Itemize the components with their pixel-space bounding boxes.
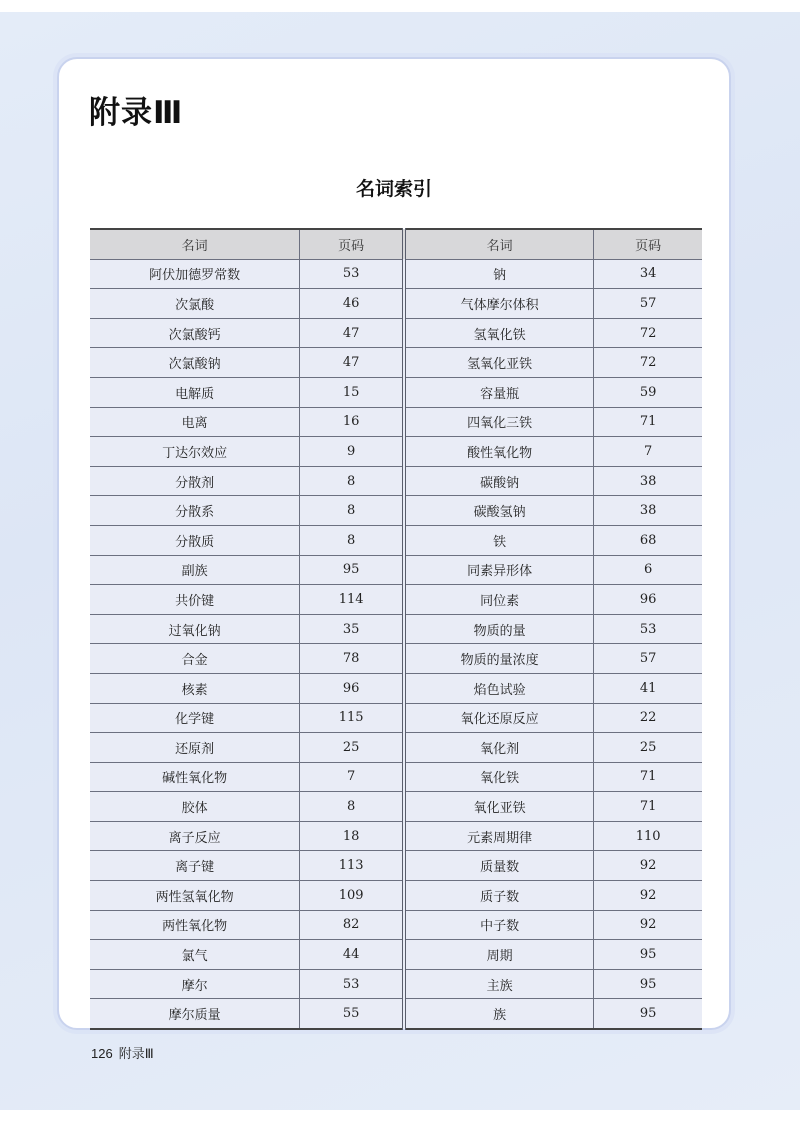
cell-term-right: 气体摩尔体积 (404, 289, 594, 319)
cell-term-left: 次氯酸钙 (90, 318, 300, 348)
cell-term-right: 焰色试验 (404, 673, 594, 703)
table-row (90, 259, 702, 289)
table-row (90, 466, 702, 496)
cell-term-right: 容量瓶 (404, 377, 594, 407)
cell-page-left: 35 (300, 614, 404, 644)
cell-page-right: 57 (594, 289, 702, 319)
cell-term-left: 还原剂 (90, 733, 300, 763)
cell-page-right: 92 (594, 910, 702, 940)
index-table-wrapper (90, 228, 702, 1030)
cell-page-left: 8 (300, 496, 404, 526)
cell-page-left: 18 (300, 821, 404, 851)
cell-term-left: 分散质 (90, 525, 300, 555)
cell-page-left: 115 (300, 703, 404, 733)
cell-term-right: 氢氧化铁 (404, 318, 594, 348)
cell-page-right: 38 (594, 496, 702, 526)
cell-page-right: 7 (594, 437, 702, 467)
cell-term-right: 物质的量浓度 (404, 644, 594, 674)
cell-page-left: 47 (300, 318, 404, 348)
cell-term-right: 族 (404, 999, 594, 1029)
cell-page-right: 72 (594, 318, 702, 348)
cell-term-right: 四氧化三铁 (404, 407, 594, 437)
table-row (90, 525, 702, 555)
table-row (90, 999, 702, 1029)
cell-page-left: 25 (300, 733, 404, 763)
index-title: 名词索引 (355, 178, 432, 200)
cell-term-left: 两性氧化物 (90, 910, 300, 940)
cell-term-right: 碳酸钠 (404, 466, 594, 496)
cell-page-right: 22 (594, 703, 702, 733)
cell-term-left: 合金 (90, 644, 300, 674)
cell-term-left: 离子反应 (90, 821, 300, 851)
table-row (90, 585, 702, 615)
cell-term-left: 过氧化钠 (90, 614, 300, 644)
cell-term-right: 质子数 (404, 881, 594, 911)
cell-page-right: 53 (594, 614, 702, 644)
cell-term-right: 周期 (404, 940, 594, 970)
cell-term-right: 氧化还原反应 (404, 703, 594, 733)
cell-page-left: 16 (300, 407, 404, 437)
cell-page-left: 47 (300, 348, 404, 378)
cell-term-left: 胶体 (90, 792, 300, 822)
index-table (90, 228, 702, 1030)
cell-page-right: 59 (594, 377, 702, 407)
cell-page-right: 34 (594, 259, 702, 289)
cell-page-left: 8 (300, 525, 404, 555)
cell-page-left: 95 (300, 555, 404, 585)
cell-page-right: 110 (594, 821, 702, 851)
cell-page-right: 6 (594, 555, 702, 585)
cell-page-right: 92 (594, 851, 702, 881)
cell-term-left: 摩尔 (90, 969, 300, 999)
cell-page-left: 8 (300, 466, 404, 496)
table-row (90, 407, 702, 437)
cell-term-left: 离子键 (90, 851, 300, 881)
cell-page-left: 44 (300, 940, 404, 970)
cell-page-left: 78 (300, 644, 404, 674)
table-row (90, 940, 702, 970)
cell-page-left: 55 (300, 999, 404, 1029)
table-row (90, 437, 702, 467)
cell-term-right: 碳酸氢钠 (404, 496, 594, 526)
cell-term-left: 碱性氧化物 (90, 762, 300, 792)
cell-page-left: 7 (300, 762, 404, 792)
table-row (90, 377, 702, 407)
table-header-row (90, 229, 702, 259)
header-term-left: 名词 (90, 229, 300, 259)
cell-term-left: 丁达尔效应 (90, 437, 300, 467)
cell-page-right: 38 (594, 466, 702, 496)
table-row (90, 348, 702, 378)
cell-term-left: 副族 (90, 555, 300, 585)
table-row (90, 555, 702, 585)
cell-page-left: 9 (300, 437, 404, 467)
header-page-right: 页码 (594, 229, 702, 259)
cell-page-right: 25 (594, 733, 702, 763)
cell-page-right: 95 (594, 999, 702, 1029)
page-number: 126 (91, 1046, 113, 1061)
cell-page-right: 71 (594, 792, 702, 822)
bottom-band (0, 1110, 800, 1122)
table-row (90, 496, 702, 526)
cell-page-left: 53 (300, 259, 404, 289)
cell-term-right: 同素异形体 (404, 555, 594, 585)
cell-page-right: 96 (594, 585, 702, 615)
table-row (90, 614, 702, 644)
page-footer (91, 1043, 154, 1062)
table-row (90, 821, 702, 851)
cell-page-right: 95 (594, 969, 702, 999)
cell-term-right: 钠 (404, 259, 594, 289)
cell-term-left: 分散系 (90, 496, 300, 526)
cell-page-right: 71 (594, 407, 702, 437)
table-row (90, 318, 702, 348)
table-row (90, 969, 702, 999)
cell-term-right: 酸性氧化物 (404, 437, 594, 467)
cell-term-right: 元素周期律 (404, 821, 594, 851)
cell-term-left: 阿伏加德罗常数 (90, 259, 300, 289)
cell-page-right: 72 (594, 348, 702, 378)
table-row (90, 792, 702, 822)
table-row (90, 851, 702, 881)
cell-page-right: 92 (594, 881, 702, 911)
cell-term-left: 摩尔质量 (90, 999, 300, 1029)
cell-term-left: 电解质 (90, 377, 300, 407)
cell-page-left: 113 (300, 851, 404, 881)
table-row (90, 881, 702, 911)
table-body (90, 259, 702, 1029)
table-row (90, 910, 702, 940)
cell-term-left: 化学键 (90, 703, 300, 733)
cell-term-left: 电离 (90, 407, 300, 437)
cell-page-right: 95 (594, 940, 702, 970)
cell-page-left: 8 (300, 792, 404, 822)
cell-term-right: 氢氧化亚铁 (404, 348, 594, 378)
header-term-right: 名词 (404, 229, 594, 259)
cell-term-right: 中子数 (404, 910, 594, 940)
table-row (90, 733, 702, 763)
cell-term-right: 氧化剂 (404, 733, 594, 763)
cell-page-right: 41 (594, 673, 702, 703)
table-row (90, 762, 702, 792)
cell-page-left: 109 (300, 881, 404, 911)
table-row (90, 289, 702, 319)
table-row (90, 703, 702, 733)
cell-term-left: 分散剂 (90, 466, 300, 496)
cell-page-left: 53 (300, 969, 404, 999)
cell-term-right: 同位素 (404, 585, 594, 615)
cell-term-left: 共价键 (90, 585, 300, 615)
top-band (0, 0, 800, 12)
cell-term-left: 氯气 (90, 940, 300, 970)
appendix-title: 附录Ⅲ (89, 95, 184, 131)
cell-term-left: 次氯酸钠 (90, 348, 300, 378)
cell-term-left: 两性氢氧化物 (90, 881, 300, 911)
table-row (90, 644, 702, 674)
cell-page-left: 82 (300, 910, 404, 940)
cell-term-right: 氧化亚铁 (404, 792, 594, 822)
cell-term-right: 主族 (404, 969, 594, 999)
cell-page-left: 15 (300, 377, 404, 407)
cell-term-right: 质量数 (404, 851, 594, 881)
footer-label: 附录Ⅲ (118, 1046, 154, 1061)
cell-page-right: 68 (594, 525, 702, 555)
cell-term-left: 核素 (90, 673, 300, 703)
cell-page-left: 96 (300, 673, 404, 703)
header-page-left: 页码 (300, 229, 404, 259)
cell-page-left: 114 (300, 585, 404, 615)
cell-term-right: 氧化铁 (404, 762, 594, 792)
cell-page-right: 71 (594, 762, 702, 792)
cell-page-right: 57 (594, 644, 702, 674)
content-panel (57, 57, 731, 1030)
cell-page-left: 46 (300, 289, 404, 319)
cell-term-right: 铁 (404, 525, 594, 555)
cell-term-right: 物质的量 (404, 614, 594, 644)
cell-term-left: 次氯酸 (90, 289, 300, 319)
table-row (90, 673, 702, 703)
